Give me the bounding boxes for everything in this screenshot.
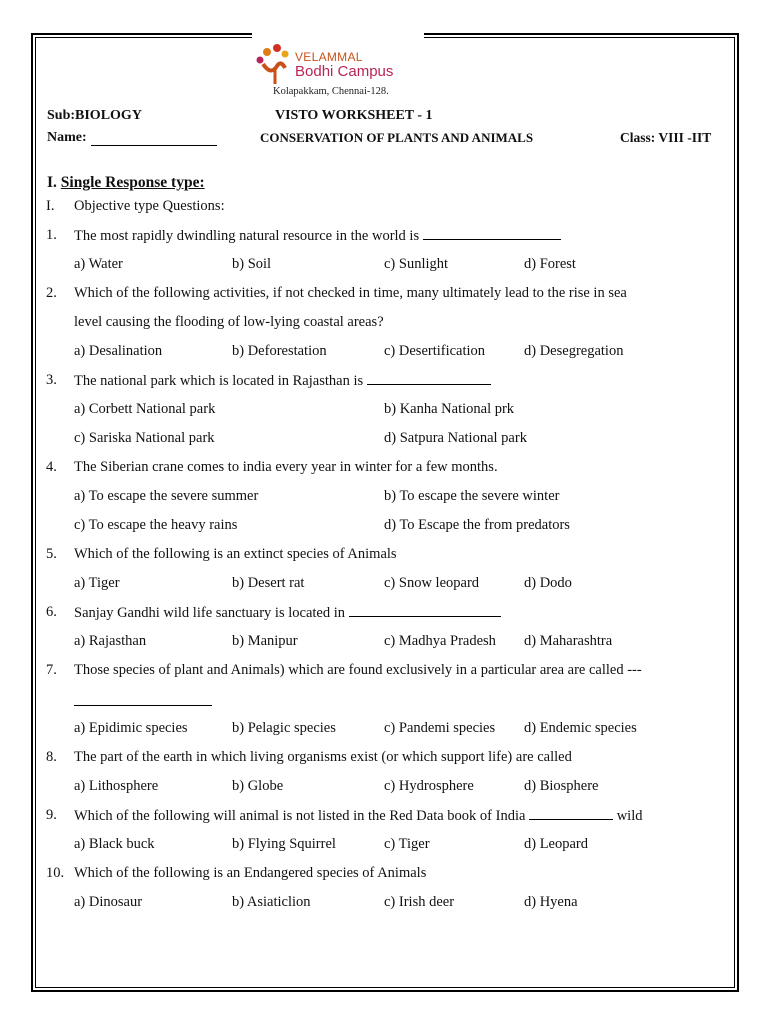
- question-text-continued: level causing the flooding of low-lying coastal areas?: [74, 314, 384, 330]
- option: c) Madhya Pradesh: [384, 633, 496, 649]
- option: b) Manipur: [232, 633, 298, 649]
- worksheet-title: VISTO WORKSHEET - 1: [275, 108, 433, 123]
- option: c) Snow leopard: [384, 575, 480, 591]
- question-number: 1.: [46, 227, 57, 243]
- section-title: Single Response type:: [60, 174, 205, 191]
- name-label: Name:: [47, 130, 87, 145]
- worksheet-topic: CONSERVATION OF PLANTS AND ANIMALS: [260, 130, 534, 145]
- option: c) To escape the heavy rains: [74, 517, 238, 533]
- option: b) Pelagic species: [232, 720, 336, 736]
- logo-brand-bottom: Bodhi Campus: [295, 63, 394, 80]
- option: a) Black buck: [74, 836, 155, 852]
- option: b) Desert rat: [232, 575, 305, 591]
- question-number: 6.: [46, 604, 57, 620]
- question-number: 3.: [46, 372, 57, 388]
- intro-text: Objective type Questions:: [74, 198, 225, 214]
- option: b) Flying Squirrel: [232, 836, 336, 852]
- question-text: The part of the earth in which living organisms exist (or which support life) are called: [74, 749, 572, 765]
- option: d) Biosphere: [524, 778, 599, 794]
- answer-blank[interactable]: [423, 227, 561, 240]
- answer-blank[interactable]: [74, 693, 212, 706]
- option: b) Soil: [232, 256, 272, 272]
- option: b) Kanha National prk: [384, 401, 515, 417]
- logo-emblem-icon: [255, 42, 295, 86]
- option: d) Dodo: [524, 575, 572, 591]
- question-text: The most rapidly dwindling natural resource in the world is: [74, 227, 561, 245]
- option: b) Globe: [232, 778, 284, 794]
- option: c) Irish deer: [384, 894, 455, 910]
- question-number: 9.: [46, 807, 57, 823]
- question-text: Which of the following will animal is not listed in the Red Data book of India wild: [74, 808, 643, 824]
- option: c) Pandemi species: [384, 720, 496, 736]
- question-text: The national park which is located in Rajasthan is: [74, 372, 491, 390]
- name-blank[interactable]: [91, 133, 217, 146]
- option: c) Desertification: [384, 343, 486, 359]
- question-number: 8.: [46, 749, 57, 765]
- option: a) Lithosphere: [74, 778, 159, 794]
- option: b) To escape the severe winter: [384, 488, 560, 504]
- option: a) Tiger: [74, 575, 120, 591]
- option: c) Sunlight: [384, 256, 449, 272]
- option: d) To Escape the from predators: [384, 517, 570, 533]
- name-field: [47, 130, 217, 146]
- question-text: Those species of plant and Animals) which are found exclusively in a particular area are called ---: [74, 662, 642, 678]
- question-text: Which of the following activities, if not checked in time, many ultimately lead to the rise in sea: [74, 285, 627, 301]
- logo-brand-top: VELAMMAL: [295, 50, 363, 64]
- section-number: I.: [47, 174, 57, 191]
- logo-gap: [252, 30, 424, 40]
- option: a) Rajasthan: [74, 633, 147, 649]
- question-text: Which of the following is an extinct species of Animals: [74, 546, 397, 562]
- question-text: Sanjay Gandhi wild life sanctuary is located in: [74, 604, 501, 622]
- option: d) Satpura National park: [384, 430, 527, 446]
- question-number: 7.: [46, 662, 57, 678]
- option: a) Dinosaur: [74, 894, 143, 910]
- answer-blank[interactable]: [367, 372, 491, 385]
- section-heading: [47, 174, 205, 192]
- option: d) Leopard: [524, 836, 589, 852]
- option: a) Water: [74, 256, 123, 272]
- option: c) Hydrosphere: [384, 778, 474, 794]
- option: d) Desegregation: [524, 343, 624, 359]
- class-label: Class: VIII -IIT: [620, 130, 712, 145]
- option: b) Deforestation: [232, 343, 327, 359]
- option: a) To escape the severe summer: [74, 488, 259, 504]
- option: d) Maharashtra: [524, 633, 613, 649]
- school-address: Kolapakkam, Chennai-128.: [273, 86, 389, 97]
- question-text: The Siberian crane comes to india every year in winter for a few months.: [74, 459, 498, 475]
- option: d) Endemic species: [524, 720, 637, 736]
- option: a) Epidimic species: [74, 720, 188, 736]
- option: b) Asiaticlion: [232, 894, 311, 910]
- question-number: 10.: [46, 865, 65, 881]
- subject-label: Sub:BIOLOGY: [47, 108, 142, 123]
- option: a) Desalination: [74, 343, 163, 359]
- question-number: 5.: [46, 546, 57, 562]
- option: d) Hyena: [524, 894, 578, 910]
- question-text: Which of the following is an Endangered species of Animals: [74, 865, 427, 881]
- option: c) Tiger: [384, 836, 430, 852]
- question-number: 4.: [46, 459, 57, 475]
- option: d) Forest: [524, 256, 576, 272]
- option: c) Sariska National park: [74, 430, 215, 446]
- option: a) Corbett National park: [74, 401, 216, 417]
- question-number: 2.: [46, 285, 57, 301]
- answer-blank[interactable]: [349, 604, 501, 617]
- intro-number: I.: [46, 198, 55, 214]
- answer-blank[interactable]: [529, 807, 613, 820]
